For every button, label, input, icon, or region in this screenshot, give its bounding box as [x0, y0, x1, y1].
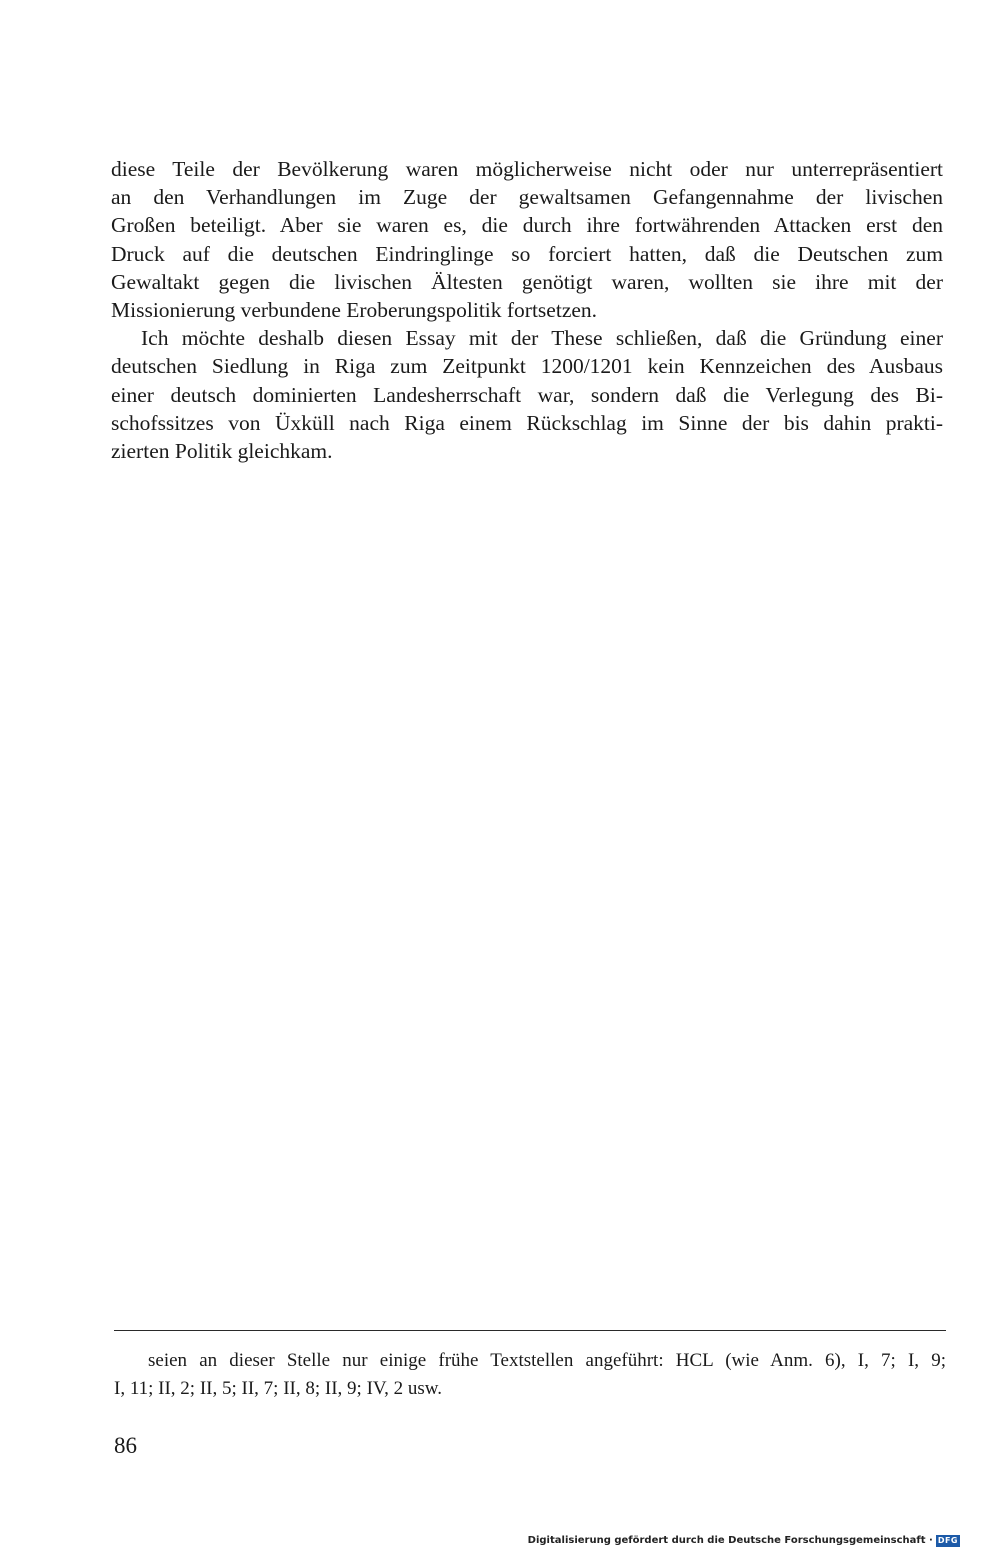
paragraph-1-line-5: Gewaltakt gegen die livischen Ältesten genötigt waren, wollten sie ihre mit der — [111, 269, 943, 294]
paragraph-1-line-2: an den Verhandlungen im Zuge der gewaltsamen Gefangennahme der livischen — [111, 185, 943, 210]
paragraph-1-line-1: diese Teile der Bevölkerung waren möglicherweise nicht oder nur unterrepräsentiert — [111, 157, 943, 181]
paragraph-2-line-4: schofssitzes von Üxküll nach Riga einem Rückschlag im Sinne der bis dahin prakti- — [111, 410, 943, 435]
footnote — [114, 1347, 946, 1403]
footnote-separator — [114, 1330, 946, 1331]
paragraph-2-line-2: deutschen Siedlung in Riga zum Zeitpunkt 1200/1201 kein Kennzeichen des Ausbaus — [111, 354, 943, 379]
funding-note-text: Digitalisierung gefördert durch die Deutsche Forschungsgemeinschaft · — [527, 1535, 933, 1546]
footnote-line-2: I, 11; II, 2; II, 5; II, 7; II, 8; II, 9; IV, 2 usw. — [114, 1378, 443, 1399]
paragraph-2-line-1: Ich möchte deshalb diesen Essay mit der These schließen, daß die Gründung einer — [141, 326, 943, 351]
paragraph-1-line-3: Großen beteiligt. Aber sie waren es, die durch ihre fortwährenden Attacken erst den — [111, 213, 943, 238]
dfg-logo: DFG — [937, 1536, 958, 1545]
paragraph-2-line-5: zierten Politik gleichkam. — [111, 439, 333, 464]
paragraph-1-line-6: Missionierung verbundene Eroberungspolitik fortsetzen. — [111, 298, 598, 323]
paragraph-2-line-3: einer deutsch dominierten Landesherrschaft war, sondern daß die Verlegung des Bi- — [111, 382, 943, 407]
paragraph-1-line-4: Druck auf die deutschen Eindringlinge so forciert hatten, daß die Deutschen zum — [111, 241, 943, 266]
main-text — [111, 155, 943, 465]
funding-note — [528, 1534, 960, 1548]
footnote-line-1: seien an dieser Stelle nur einige frühe Textstellen angeführt: HCL (wie Anm. 6), I, 7; I, 9; — [148, 1350, 946, 1371]
page-number: 86 — [114, 1433, 137, 1458]
